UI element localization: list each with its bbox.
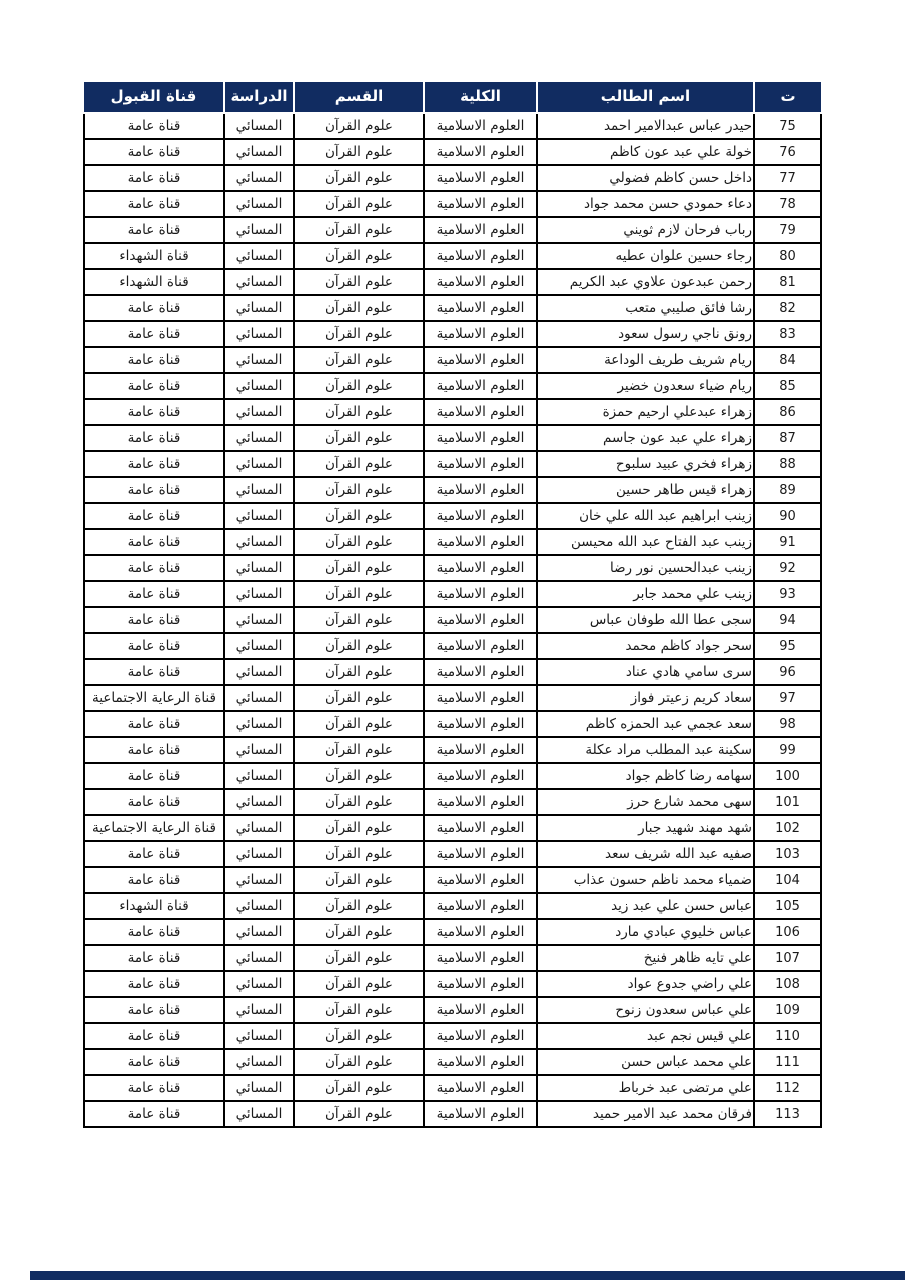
table-row <box>84 1101 821 1127</box>
column-header-college: الكلية <box>424 82 537 113</box>
cell-college: العلوم الاسلامية <box>424 139 537 165</box>
table-row <box>84 555 821 581</box>
cell-student-name: سحر جواد كاظم محمد <box>537 633 754 659</box>
cell-admission-channel: قناة عامة <box>84 399 224 425</box>
cell-serial: 110 <box>754 1023 821 1049</box>
cell-admission-channel: قناة عامة <box>84 1101 224 1127</box>
cell-college: العلوم الاسلامية <box>424 217 537 243</box>
cell-serial: 85 <box>754 373 821 399</box>
cell-student-name: سهامه رضا كاظم جواد <box>537 763 754 789</box>
cell-study: المسائي <box>224 399 294 425</box>
cell-serial: 104 <box>754 867 821 893</box>
cell-college: العلوم الاسلامية <box>424 321 537 347</box>
cell-study: المسائي <box>224 295 294 321</box>
cell-serial: 82 <box>754 295 821 321</box>
cell-admission-channel: قناة عامة <box>84 919 224 945</box>
cell-college: العلوم الاسلامية <box>424 373 537 399</box>
cell-study: المسائي <box>224 997 294 1023</box>
cell-department: علوم القرآن <box>294 321 424 347</box>
footer-accent-bar <box>30 1271 905 1280</box>
cell-study: المسائي <box>224 529 294 555</box>
cell-study: المسائي <box>224 269 294 295</box>
cell-study: المسائي <box>224 425 294 451</box>
cell-admission-channel: قناة عامة <box>84 321 224 347</box>
cell-serial: 89 <box>754 477 821 503</box>
cell-college: العلوم الاسلامية <box>424 945 537 971</box>
table-row <box>84 633 821 659</box>
cell-student-name: صفيه عبد الله شريف سعد <box>537 841 754 867</box>
cell-department: علوم القرآن <box>294 347 424 373</box>
cell-college: العلوم الاسلامية <box>424 477 537 503</box>
cell-student-name: علي قيس نجم عبد <box>537 1023 754 1049</box>
cell-study: المسائي <box>224 763 294 789</box>
cell-student-name: زينب عبدالحسين نور رضا <box>537 555 754 581</box>
cell-study: المسائي <box>224 243 294 269</box>
cell-department: علوم القرآن <box>294 165 424 191</box>
cell-serial: 112 <box>754 1075 821 1101</box>
cell-admission-channel: قناة عامة <box>84 477 224 503</box>
cell-serial: 108 <box>754 971 821 997</box>
column-header-student-name: اسم الطالب <box>537 82 754 113</box>
table-row <box>84 581 821 607</box>
cell-serial: 94 <box>754 607 821 633</box>
cell-admission-channel: قناة عامة <box>84 139 224 165</box>
cell-admission-channel: قناة عامة <box>84 789 224 815</box>
cell-admission-channel: قناة الرعاية الاجتماعية <box>84 685 224 711</box>
cell-admission-channel: قناة عامة <box>84 451 224 477</box>
cell-department: علوم القرآن <box>294 399 424 425</box>
cell-study: المسائي <box>224 451 294 477</box>
cell-department: علوم القرآن <box>294 217 424 243</box>
table-row <box>84 503 821 529</box>
cell-department: علوم القرآن <box>294 373 424 399</box>
cell-college: العلوم الاسلامية <box>424 113 537 139</box>
table-row <box>84 607 821 633</box>
cell-student-name: زينب عبد الفتاح عبد الله محيسن <box>537 529 754 555</box>
student-roster-table <box>83 82 822 1128</box>
cell-study: المسائي <box>224 1049 294 1075</box>
table-row <box>84 373 821 399</box>
cell-department: علوم القرآن <box>294 555 424 581</box>
cell-college: العلوم الاسلامية <box>424 165 537 191</box>
cell-department: علوم القرآن <box>294 633 424 659</box>
cell-department: علوم القرآن <box>294 425 424 451</box>
cell-serial: 107 <box>754 945 821 971</box>
cell-college: العلوم الاسلامية <box>424 1101 537 1127</box>
cell-college: العلوم الاسلامية <box>424 555 537 581</box>
cell-department: علوم القرآن <box>294 243 424 269</box>
cell-student-name: رشا فائق صليبي متعب <box>537 295 754 321</box>
cell-admission-channel: قناة عامة <box>84 529 224 555</box>
cell-study: المسائي <box>224 945 294 971</box>
cell-college: العلوم الاسلامية <box>424 581 537 607</box>
cell-admission-channel: قناة الرعاية الاجتماعية <box>84 815 224 841</box>
cell-college: العلوم الاسلامية <box>424 451 537 477</box>
cell-student-name: خولة علي عبد عون كاظم <box>537 139 754 165</box>
cell-department: علوم القرآن <box>294 1023 424 1049</box>
cell-department: علوم القرآن <box>294 919 424 945</box>
table-row <box>84 191 821 217</box>
cell-serial: 76 <box>754 139 821 165</box>
cell-study: المسائي <box>224 191 294 217</box>
cell-department: علوم القرآن <box>294 867 424 893</box>
cell-study: المسائي <box>224 867 294 893</box>
cell-admission-channel: قناة عامة <box>84 997 224 1023</box>
cell-department: علوم القرآن <box>294 815 424 841</box>
cell-college: العلوم الاسلامية <box>424 841 537 867</box>
cell-admission-channel: قناة الشهداء <box>84 269 224 295</box>
table-row <box>84 1049 821 1075</box>
cell-serial: 109 <box>754 997 821 1023</box>
cell-serial: 101 <box>754 789 821 815</box>
cell-department: علوم القرآن <box>294 1101 424 1127</box>
cell-study: المسائي <box>224 841 294 867</box>
cell-admission-channel: قناة عامة <box>84 607 224 633</box>
column-header-serial: ت <box>754 82 821 113</box>
table-row <box>84 477 821 503</box>
cell-serial: 98 <box>754 711 821 737</box>
cell-admission-channel: قناة عامة <box>84 425 224 451</box>
cell-student-name: علي تايه ظاهر فنيخ <box>537 945 754 971</box>
table-row <box>84 1023 821 1049</box>
cell-department: علوم القرآن <box>294 1049 424 1075</box>
cell-admission-channel: قناة عامة <box>84 945 224 971</box>
table-row <box>84 217 821 243</box>
cell-department: علوم القرآن <box>294 685 424 711</box>
cell-study: المسائي <box>224 607 294 633</box>
cell-admission-channel: قناة عامة <box>84 633 224 659</box>
cell-serial: 113 <box>754 1101 821 1127</box>
cell-student-name: زهراء فخري عبيد سلبوح <box>537 451 754 477</box>
cell-student-name: رحمن عبدعون علاوي عبد الكريم <box>537 269 754 295</box>
cell-admission-channel: قناة عامة <box>84 503 224 529</box>
cell-college: العلوم الاسلامية <box>424 789 537 815</box>
column-header-department: القسم <box>294 82 424 113</box>
cell-admission-channel: قناة عامة <box>84 581 224 607</box>
table-row <box>84 789 821 815</box>
cell-student-name: ضمياء محمد ناظم حسون عذاب <box>537 867 754 893</box>
cell-study: المسائي <box>224 815 294 841</box>
cell-student-name: رجاء حسين علوان عطيه <box>537 243 754 269</box>
cell-study: المسائي <box>224 555 294 581</box>
cell-student-name: علي راضي جدوع عواد <box>537 971 754 997</box>
table-row <box>84 841 821 867</box>
cell-study: المسائي <box>224 347 294 373</box>
cell-serial: 100 <box>754 763 821 789</box>
cell-college: العلوم الاسلامية <box>424 347 537 373</box>
cell-student-name: حيدر عباس عبدالامير احمد <box>537 113 754 139</box>
cell-admission-channel: قناة عامة <box>84 191 224 217</box>
cell-department: علوم القرآن <box>294 503 424 529</box>
table-row <box>84 1075 821 1101</box>
table-row <box>84 139 821 165</box>
cell-college: العلوم الاسلامية <box>424 867 537 893</box>
cell-study: المسائي <box>224 1023 294 1049</box>
cell-student-name: زهراء قيس طاهر حسين <box>537 477 754 503</box>
table-row <box>84 685 821 711</box>
cell-department: علوم القرآن <box>294 295 424 321</box>
cell-student-name: شهد مهند شهيد جبار <box>537 815 754 841</box>
cell-college: العلوم الاسلامية <box>424 1049 537 1075</box>
cell-student-name: سكينة عبد المطلب مراد عكلة <box>537 737 754 763</box>
cell-admission-channel: قناة عامة <box>84 867 224 893</box>
table-row <box>84 737 821 763</box>
cell-department: علوم القرآن <box>294 789 424 815</box>
cell-department: علوم القرآن <box>294 893 424 919</box>
cell-college: العلوم الاسلامية <box>424 1023 537 1049</box>
cell-college: العلوم الاسلامية <box>424 997 537 1023</box>
table-row <box>84 165 821 191</box>
cell-college: العلوم الاسلامية <box>424 763 537 789</box>
cell-serial: 80 <box>754 243 821 269</box>
table-row <box>84 451 821 477</box>
cell-study: المسائي <box>224 581 294 607</box>
table-row <box>84 945 821 971</box>
cell-student-name: علي مرتضى عبد خرباط <box>537 1075 754 1101</box>
table-row <box>84 243 821 269</box>
cell-study: المسائي <box>224 139 294 165</box>
cell-college: العلوم الاسلامية <box>424 633 537 659</box>
cell-study: المسائي <box>224 217 294 243</box>
cell-serial: 79 <box>754 217 821 243</box>
cell-student-name: زهراء علي عبد عون جاسم <box>537 425 754 451</box>
table-row <box>84 997 821 1023</box>
cell-department: علوم القرآن <box>294 971 424 997</box>
cell-college: العلوم الاسلامية <box>424 503 537 529</box>
cell-admission-channel: قناة عامة <box>84 165 224 191</box>
column-header-study: الدراسة <box>224 82 294 113</box>
cell-college: العلوم الاسلامية <box>424 1075 537 1101</box>
cell-department: علوم القرآن <box>294 113 424 139</box>
cell-study: المسائي <box>224 659 294 685</box>
cell-college: العلوم الاسلامية <box>424 295 537 321</box>
table-row <box>84 269 821 295</box>
cell-student-name: سعد عجمي عبد الحمزه كاظم <box>537 711 754 737</box>
cell-department: علوم القرآن <box>294 477 424 503</box>
cell-department: علوم القرآن <box>294 529 424 555</box>
cell-student-name: رونق ناجي رسول سعود <box>537 321 754 347</box>
cell-college: العلوم الاسلامية <box>424 919 537 945</box>
cell-department: علوم القرآن <box>294 607 424 633</box>
cell-department: علوم القرآن <box>294 581 424 607</box>
cell-department: علوم القرآن <box>294 139 424 165</box>
cell-admission-channel: قناة الشهداء <box>84 243 224 269</box>
cell-admission-channel: قناة عامة <box>84 1075 224 1101</box>
cell-admission-channel: قناة عامة <box>84 295 224 321</box>
cell-student-name: ريام ضياء سعدون خضير <box>537 373 754 399</box>
cell-serial: 105 <box>754 893 821 919</box>
table-row <box>84 919 821 945</box>
table-row <box>84 399 821 425</box>
cell-admission-channel: قناة عامة <box>84 373 224 399</box>
cell-study: المسائي <box>224 737 294 763</box>
cell-student-name: علي عباس سعدون زنوح <box>537 997 754 1023</box>
cell-department: علوم القرآن <box>294 269 424 295</box>
cell-department: علوم القرآن <box>294 737 424 763</box>
cell-study: المسائي <box>224 503 294 529</box>
cell-student-name: عباس خليوي عبادي مارد <box>537 919 754 945</box>
cell-serial: 90 <box>754 503 821 529</box>
cell-serial: 88 <box>754 451 821 477</box>
cell-study: المسائي <box>224 971 294 997</box>
cell-college: العلوم الاسلامية <box>424 659 537 685</box>
cell-study: المسائي <box>224 893 294 919</box>
cell-serial: 91 <box>754 529 821 555</box>
cell-serial: 84 <box>754 347 821 373</box>
cell-serial: 78 <box>754 191 821 217</box>
cell-college: العلوم الاسلامية <box>424 529 537 555</box>
cell-admission-channel: قناة عامة <box>84 711 224 737</box>
cell-study: المسائي <box>224 633 294 659</box>
table-row <box>84 867 821 893</box>
cell-student-name: زهراء عبدعلي ارحيم حمزة <box>537 399 754 425</box>
cell-college: العلوم الاسلامية <box>424 425 537 451</box>
table-row <box>84 893 821 919</box>
cell-department: علوم القرآن <box>294 1075 424 1101</box>
cell-serial: 83 <box>754 321 821 347</box>
cell-serial: 75 <box>754 113 821 139</box>
cell-student-name: دعاء حمودي حسن محمد جواد <box>537 191 754 217</box>
cell-admission-channel: قناة عامة <box>84 971 224 997</box>
cell-serial: 86 <box>754 399 821 425</box>
cell-student-name: سرى سامي هادي عناد <box>537 659 754 685</box>
table-row <box>84 763 821 789</box>
cell-college: العلوم الاسلامية <box>424 971 537 997</box>
cell-admission-channel: قناة الشهداء <box>84 893 224 919</box>
cell-department: علوم القرآن <box>294 711 424 737</box>
cell-admission-channel: قناة عامة <box>84 737 224 763</box>
column-header-admission-channel: قناة القبول <box>84 82 224 113</box>
table-row <box>84 295 821 321</box>
cell-serial: 95 <box>754 633 821 659</box>
cell-student-name: رباب فرحان لازم ثويني <box>537 217 754 243</box>
cell-serial: 92 <box>754 555 821 581</box>
cell-study: المسائي <box>224 1075 294 1101</box>
cell-student-name: سهى محمد شارع حرز <box>537 789 754 815</box>
table-row <box>84 113 821 139</box>
cell-student-name: سجى عطا الله طوفان عباس <box>537 607 754 633</box>
cell-department: علوم القرآن <box>294 945 424 971</box>
cell-department: علوم القرآن <box>294 997 424 1023</box>
cell-college: العلوم الاسلامية <box>424 737 537 763</box>
cell-admission-channel: قناة عامة <box>84 1049 224 1075</box>
cell-student-name: فرقان محمد عبد الامير حميد <box>537 1101 754 1127</box>
table-row <box>84 815 821 841</box>
cell-college: العلوم الاسلامية <box>424 269 537 295</box>
cell-study: المسائي <box>224 919 294 945</box>
table-row <box>84 711 821 737</box>
cell-serial: 99 <box>754 737 821 763</box>
cell-serial: 106 <box>754 919 821 945</box>
table-row <box>84 347 821 373</box>
cell-serial: 102 <box>754 815 821 841</box>
cell-serial: 93 <box>754 581 821 607</box>
cell-student-name: داخل حسن كاظم فضولي <box>537 165 754 191</box>
cell-department: علوم القرآن <box>294 763 424 789</box>
cell-study: المسائي <box>224 477 294 503</box>
cell-serial: 103 <box>754 841 821 867</box>
cell-student-name: زينب علي محمد جابر <box>537 581 754 607</box>
cell-college: العلوم الاسلامية <box>424 815 537 841</box>
cell-admission-channel: قناة عامة <box>84 763 224 789</box>
cell-study: المسائي <box>224 1101 294 1127</box>
table-row <box>84 529 821 555</box>
table-row <box>84 659 821 685</box>
table-row <box>84 425 821 451</box>
cell-student-name: سعاد كريم زعيتر فواز <box>537 685 754 711</box>
cell-student-name: علي محمد عباس حسن <box>537 1049 754 1075</box>
cell-college: العلوم الاسلامية <box>424 685 537 711</box>
cell-admission-channel: قناة عامة <box>84 555 224 581</box>
cell-college: العلوم الاسلامية <box>424 399 537 425</box>
cell-admission-channel: قناة عامة <box>84 659 224 685</box>
cell-college: العلوم الاسلامية <box>424 893 537 919</box>
cell-college: العلوم الاسلامية <box>424 191 537 217</box>
cell-study: المسائي <box>224 373 294 399</box>
cell-department: علوم القرآن <box>294 841 424 867</box>
cell-admission-channel: قناة عامة <box>84 1023 224 1049</box>
cell-study: المسائي <box>224 113 294 139</box>
cell-study: المسائي <box>224 789 294 815</box>
table-row <box>84 971 821 997</box>
cell-college: العلوم الاسلامية <box>424 243 537 269</box>
cell-admission-channel: قناة عامة <box>84 841 224 867</box>
cell-admission-channel: قناة عامة <box>84 113 224 139</box>
cell-study: المسائي <box>224 321 294 347</box>
cell-admission-channel: قناة عامة <box>84 347 224 373</box>
cell-serial: 81 <box>754 269 821 295</box>
table-header-row <box>84 82 821 113</box>
cell-serial: 96 <box>754 659 821 685</box>
cell-admission-channel: قناة عامة <box>84 217 224 243</box>
cell-college: العلوم الاسلامية <box>424 711 537 737</box>
cell-study: المسائي <box>224 165 294 191</box>
cell-serial: 87 <box>754 425 821 451</box>
cell-student-name: ريام شريف طريف الوداعة <box>537 347 754 373</box>
cell-student-name: زينب ابراهيم عبد الله علي خان <box>537 503 754 529</box>
cell-serial: 97 <box>754 685 821 711</box>
cell-study: المسائي <box>224 711 294 737</box>
cell-college: العلوم الاسلامية <box>424 607 537 633</box>
cell-study: المسائي <box>224 685 294 711</box>
cell-student-name: عباس حسن علي عبد زيد <box>537 893 754 919</box>
table-row <box>84 321 821 347</box>
cell-department: علوم القرآن <box>294 191 424 217</box>
cell-serial: 111 <box>754 1049 821 1075</box>
cell-serial: 77 <box>754 165 821 191</box>
cell-department: علوم القرآن <box>294 659 424 685</box>
cell-department: علوم القرآن <box>294 451 424 477</box>
